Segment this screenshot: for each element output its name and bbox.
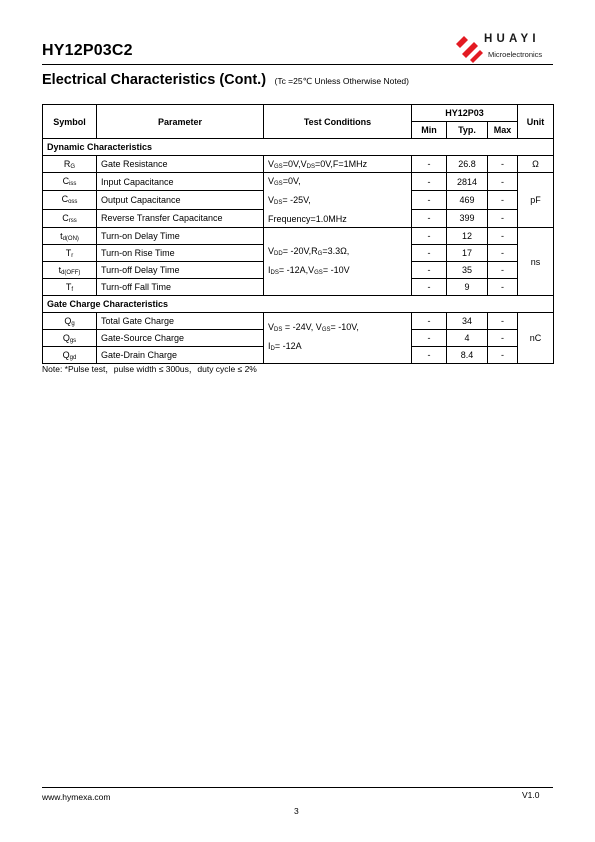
max-cell: -: [488, 191, 518, 209]
typ-cell: 469: [447, 191, 488, 209]
typ-cell: 12: [447, 228, 488, 245]
max-cell: -: [488, 173, 518, 191]
table-row: [43, 173, 554, 191]
logo-name: HUAYI: [484, 33, 540, 45]
pulse-test-note: Note: *Pulse test，pulse width ≤ 300us，duty cycle ≤ 2%: [42, 364, 257, 374]
unit-cell: nC: [518, 313, 554, 364]
condition-cell: $V_{GS}=0V$, $V_{DS}= -25V$, Frequency=1.0MHz: [264, 173, 412, 228]
typ-cell: 17: [447, 245, 488, 262]
min-cell: -: [412, 245, 447, 262]
symbol-cell: $Q_{gd}$: [43, 347, 97, 364]
min-cell: -: [412, 279, 447, 296]
typ-cell: 35: [447, 262, 488, 279]
parameter-cell: Turn-off Fall Time: [97, 279, 264, 296]
table-row: [43, 228, 554, 245]
parameter-cell: Input Capacitance: [97, 173, 264, 191]
min-cell: -: [412, 156, 447, 173]
footer-divider: [42, 787, 553, 788]
header-symbol: Symbol: [43, 105, 97, 139]
logo-subtitle: Microelectronics: [488, 50, 543, 59]
header-parameter: Parameter: [97, 105, 264, 139]
max-cell: -: [488, 262, 518, 279]
max-cell: -: [488, 245, 518, 262]
section-title: [42, 71, 409, 89]
unit-cell: ns: [518, 228, 554, 296]
section-title-text: Electrical Characteristics (Cont.): [42, 72, 267, 88]
condition-cell: $V_{GS}=0V,V_{DS}=0V,F=1MHz$: [264, 156, 412, 173]
section-dynamic: Dynamic Characteristics: [43, 139, 554, 156]
symbol-cell: $T_r$: [43, 245, 97, 262]
parameter-cell: Turn-on Delay Time: [97, 228, 264, 245]
symbol-cell: $T_f$: [43, 279, 97, 296]
table-row: [43, 313, 554, 330]
max-cell: -: [488, 313, 518, 330]
max-cell: -: [488, 209, 518, 227]
section-condition: (Tc =25℃ Unless Otherwise Noted): [274, 76, 409, 86]
parameter-cell: Turn-on Rise Time: [97, 245, 264, 262]
symbol-cell: $C_{iss}$: [43, 173, 97, 191]
section-gate-charge: Gate Charge Characteristics: [43, 296, 554, 313]
footer-version: V1.0: [522, 790, 540, 800]
min-cell: -: [412, 173, 447, 191]
footer-url: www.hymexa.com: [42, 792, 111, 802]
min-cell: -: [412, 209, 447, 227]
typ-cell: 399: [447, 209, 488, 227]
max-cell: -: [488, 279, 518, 296]
min-cell: -: [412, 330, 447, 347]
condition-cell: $V_{DS} = -24V$, $V_{GS}= -10V$, $I_D= -12A$: [264, 313, 412, 364]
header-part-group: HY12P03: [412, 105, 518, 122]
symbol-cell: $Q_g$: [43, 313, 97, 330]
min-cell: -: [412, 262, 447, 279]
page-number: 3: [294, 806, 299, 816]
parameter-cell: Reverse Transfer Capacitance: [97, 209, 264, 227]
max-cell: -: [488, 347, 518, 364]
typ-cell: 34: [447, 313, 488, 330]
min-cell: -: [412, 313, 447, 330]
header-test-conditions: Test Conditions: [264, 105, 412, 139]
table-row: [43, 156, 554, 173]
symbol-cell: $t_{d(ON)}$: [43, 228, 97, 245]
typ-cell: 4: [447, 330, 488, 347]
parameter-cell: Gate Resistance: [97, 156, 264, 173]
typ-cell: 26.8: [447, 156, 488, 173]
min-cell: -: [412, 191, 447, 209]
min-cell: -: [412, 347, 447, 364]
unit-cell: pF: [518, 173, 554, 228]
logo-mark: [456, 36, 468, 48]
typ-cell: 8.4: [447, 347, 488, 364]
header-max: Max: [488, 122, 518, 139]
parameter-cell: Gate-Source Charge: [97, 330, 264, 347]
parameter-cell: Turn-off Delay Time: [97, 262, 264, 279]
header-typ: Typ.: [447, 122, 488, 139]
electrical-characteristics-table: [42, 104, 554, 364]
parameter-cell: Output Capacitance: [97, 191, 264, 209]
typ-cell: 2814: [447, 173, 488, 191]
header-divider: [42, 64, 553, 65]
symbol-cell: $t_{d(OFF)}$: [43, 262, 97, 279]
header-unit: Unit: [518, 105, 554, 139]
unit-cell: Ω: [518, 156, 554, 173]
condition-cell: $V_{DD}= -20V,R_G=3.3\Omega$, $I_{DS}= -12A,V_{GS}= -10V$: [264, 228, 412, 296]
part-number: HY12P03C2: [42, 42, 133, 59]
parameter-cell: Gate-Drain Charge: [97, 347, 264, 364]
symbol-cell: $C_{oss}$: [43, 191, 97, 209]
typ-cell: 9: [447, 279, 488, 296]
symbol-cell: $Q_{gs}$: [43, 330, 97, 347]
max-cell: -: [488, 330, 518, 347]
symbol-cell: $C_{rss}$: [43, 209, 97, 227]
symbol-cell: $R_G$: [43, 156, 97, 173]
min-cell: -: [412, 228, 447, 245]
max-cell: -: [488, 156, 518, 173]
parameter-cell: Total Gate Charge: [97, 313, 264, 330]
header-min: Min: [412, 122, 447, 139]
max-cell: -: [488, 228, 518, 245]
